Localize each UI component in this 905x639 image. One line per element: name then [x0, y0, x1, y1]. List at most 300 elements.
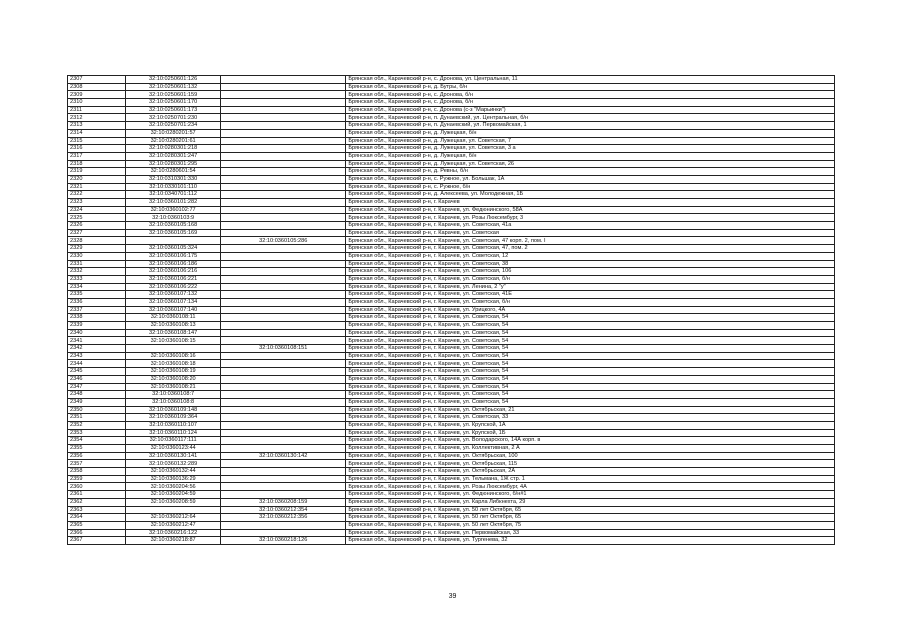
row-number-cell: 2361	[68, 491, 126, 499]
cadastral-number-cell: 32:10:0280301:247	[126, 152, 221, 160]
row-number-cell: 2320	[68, 175, 126, 183]
related-cadastral-number-cell	[221, 421, 346, 429]
row-number-cell: 2364	[68, 514, 126, 522]
table-row	[68, 191, 835, 199]
table-row	[68, 129, 835, 137]
address-cell: Брянская обл., Карачевский р-н, г. Карачев, ул. Советская, 12	[346, 252, 835, 260]
table-row	[68, 398, 835, 406]
row-number-cell: 2312	[68, 114, 126, 122]
row-number-cell: 2353	[68, 429, 126, 437]
row-number-cell: 2316	[68, 145, 126, 153]
related-cadastral-number-cell	[221, 183, 346, 191]
row-number-cell: 2354	[68, 437, 126, 445]
related-cadastral-number-cell	[221, 398, 346, 406]
table-row	[68, 160, 835, 168]
row-number-cell: 2351	[68, 414, 126, 422]
address-cell: Брянская обл., Карачевский р-н, г. Карачев	[346, 199, 835, 207]
table-row	[68, 322, 835, 330]
row-number-cell: 2360	[68, 483, 126, 491]
related-cadastral-number-cell	[221, 337, 346, 345]
cadastral-number-cell: 32:10:0360107:140	[126, 306, 221, 314]
related-cadastral-number-cell	[221, 283, 346, 291]
address-cell: Брянская обл., Карачевский р-н, г. Карачев, ул. 50 лет Октября, 65	[346, 514, 835, 522]
address-cell: Брянская обл., Карачевский р-н, г. Карачев, ул. Октябрьская, 115	[346, 460, 835, 468]
cadastral-number-cell	[126, 506, 221, 514]
address-cell: Брянская обл., Карачевский р-н, г. Карачев, ул. Первомайская, 33	[346, 529, 835, 537]
cadastral-number-cell: 32:10:0360107:132	[126, 291, 221, 299]
address-cell: Брянская обл., Карачевский р-н, г. Карачев, ул. Советская	[346, 229, 835, 237]
address-cell: Брянская обл., Карачевский р-н, г. Карачев, ул. Советская, 106	[346, 268, 835, 276]
cadastral-number-cell: 32:10:0280601:54	[126, 168, 221, 176]
table-row	[68, 222, 835, 230]
table-row	[68, 383, 835, 391]
row-number-cell: 2343	[68, 352, 126, 360]
cadastral-number-cell: 32:10:0360132:289	[126, 460, 221, 468]
cadastral-number-cell: 32:10:0360107:134	[126, 298, 221, 306]
table-row	[68, 106, 835, 114]
table-row	[68, 475, 835, 483]
related-cadastral-number-cell	[221, 145, 346, 153]
related-cadastral-number-cell	[221, 99, 346, 107]
table-row	[68, 360, 835, 368]
row-number-cell: 2308	[68, 83, 126, 91]
related-cadastral-number-cell	[221, 329, 346, 337]
cadastral-number-cell: 32:10:0280201:61	[126, 137, 221, 145]
table-row	[68, 406, 835, 414]
cadastral-number-cell: 32:10:0360108:20	[126, 375, 221, 383]
table-row	[68, 514, 835, 522]
row-number-cell: 2313	[68, 122, 126, 130]
table-row	[68, 199, 835, 207]
address-cell: Брянская обл., Карачевский р-н, д. Лужецкая, б/н	[346, 152, 835, 160]
table-row	[68, 99, 835, 107]
table-row	[68, 76, 835, 84]
table-row	[68, 429, 835, 437]
cadastral-number-cell: 32:10:0360110:124	[126, 429, 221, 437]
cadastral-number-cell: 32:10:0250601:159	[126, 91, 221, 99]
related-cadastral-number-cell	[221, 137, 346, 145]
table-row	[68, 483, 835, 491]
address-cell: Брянская обл., Карачевский р-н, г. Карачев, ул. Октябрьская, 100	[346, 452, 835, 460]
table-row	[68, 268, 835, 276]
cadastral-number-cell: 32:10:0360216:122	[126, 529, 221, 537]
table-row	[68, 452, 835, 460]
related-cadastral-number-cell	[221, 529, 346, 537]
cadastral-number-cell: 32:10:0360108:8	[126, 398, 221, 406]
cadastral-number-cell: 32:10:0360110:107	[126, 421, 221, 429]
row-number-cell: 2345	[68, 368, 126, 376]
cadastral-number-cell: 32:10:0360101:282	[126, 199, 221, 207]
related-cadastral-number-cell	[221, 168, 346, 176]
row-number-cell: 2315	[68, 137, 126, 145]
address-cell: Брянская обл., Карачевский р-н, г. Карачев, ул. Октябрьская, 2А	[346, 468, 835, 476]
cadastral-number-cell: 32:10:0340701:112	[126, 191, 221, 199]
address-cell: Брянская обл., Карачевский р-н, г. Карачев, ул. Федюнинского, 58А	[346, 206, 835, 214]
cadastral-number-cell: 32:10:0360108:15	[126, 337, 221, 345]
cadastral-number-cell: 32:10:0360108:21	[126, 383, 221, 391]
table-row	[68, 206, 835, 214]
related-cadastral-number-cell: 32:10:0360130:142	[221, 452, 346, 460]
address-cell: Брянская обл., Карачевский р-н, г. Карачев, ул. Крупской, 1Б	[346, 429, 835, 437]
row-number-cell: 2357	[68, 460, 126, 468]
cadastral-number-cell: 32:10:0360105:169	[126, 229, 221, 237]
cadastral-number-cell: 32:10:0280301:218	[126, 145, 221, 153]
table-row	[68, 152, 835, 160]
table-row	[68, 245, 835, 253]
cadastral-number-cell: 32:10:0360105:168	[126, 222, 221, 230]
cadastral-number-cell	[126, 237, 221, 245]
cadastral-number-cell: 32:10:0280301:295	[126, 160, 221, 168]
address-cell: Брянская обл., Карачевский р-н, д. Лужецкая, б/н	[346, 129, 835, 137]
related-cadastral-number-cell	[221, 468, 346, 476]
related-cadastral-number-cell	[221, 76, 346, 84]
cadastral-number-cell: 32:10:0360108:19	[126, 368, 221, 376]
address-cell: Брянская обл., Карачевский р-н, г. Карачев, ул. Карла Либкнехта, 29	[346, 498, 835, 506]
related-cadastral-number-cell	[221, 352, 346, 360]
related-cadastral-number-cell	[221, 152, 346, 160]
address-cell: Брянская обл., Карачевский р-н, г. Карачев, ул. Советская, 54	[346, 391, 835, 399]
cadastral-number-cell: 32:10:0250701:234	[126, 122, 221, 130]
related-cadastral-number-cell	[221, 475, 346, 483]
row-number-cell: 2326	[68, 222, 126, 230]
address-cell: Брянская обл., Карачевский р-н, с. Дронова, б/н	[346, 91, 835, 99]
address-cell: Брянская обл., Карачевский р-н, г. Карачев, ул. Советская, 54	[346, 314, 835, 322]
cadastral-number-cell: 32:10:0360218:87	[126, 537, 221, 545]
address-cell: Брянская обл., Карачевский р-н, г. Карачев, ул. Советская, 54	[346, 360, 835, 368]
row-number-cell: 2352	[68, 421, 126, 429]
related-cadastral-number-cell	[221, 199, 346, 207]
related-cadastral-number-cell	[221, 375, 346, 383]
related-cadastral-number-cell	[221, 206, 346, 214]
table-row	[68, 283, 835, 291]
related-cadastral-number-cell	[221, 91, 346, 99]
row-number-cell: 2347	[68, 383, 126, 391]
related-cadastral-number-cell	[221, 483, 346, 491]
address-cell: Брянская обл., Карачевский р-н, д. Ревны, б/н	[346, 168, 835, 176]
cadastral-number-cell: 32:10:0360109:148	[126, 406, 221, 414]
row-number-cell: 2356	[68, 452, 126, 460]
row-number-cell: 2365	[68, 521, 126, 529]
address-cell: Брянская обл., Карачевский р-н, г. Карачев, ул. Советская, 54	[346, 337, 835, 345]
row-number-cell: 2362	[68, 498, 126, 506]
cadastral-number-cell: 32:10:0360132:44	[126, 468, 221, 476]
cadastral-number-cell: 32:10:0250601:132	[126, 83, 221, 91]
row-number-cell: 2319	[68, 168, 126, 176]
related-cadastral-number-cell	[221, 521, 346, 529]
address-cell: Брянская обл., Карачевский р-н, г. Карачев, ул. Ленина, 2 "у"	[346, 283, 835, 291]
table-row	[68, 414, 835, 422]
cadastral-number-cell: 32:10:0360208:59	[126, 498, 221, 506]
cadastral-number-cell: 32:10:0250601:170	[126, 99, 221, 107]
row-number-cell: 2318	[68, 160, 126, 168]
related-cadastral-number-cell	[221, 291, 346, 299]
address-cell: Брянская обл., Карачевский р-н, г. Карачев, ул. Советская, 33	[346, 414, 835, 422]
table-row	[68, 229, 835, 237]
cadastral-number-cell	[126, 345, 221, 353]
cadastral-number-cell: 32:10:0360123:44	[126, 445, 221, 453]
address-cell: Брянская обл., Карачевский р-н, д. Бутры, б/н	[346, 83, 835, 91]
table-row	[68, 114, 835, 122]
cadastral-number-cell: 32:10:0280201:57	[126, 129, 221, 137]
cadastral-number-cell: 32:10:0360105:324	[126, 245, 221, 253]
related-cadastral-number-cell	[221, 437, 346, 445]
table-row	[68, 352, 835, 360]
registry-table-body	[68, 76, 835, 545]
address-cell: Брянская обл., Карачевский р-н, п. Дунаевский, ул. Центральная, б/н	[346, 114, 835, 122]
table-row	[68, 391, 835, 399]
row-number-cell: 2363	[68, 506, 126, 514]
address-cell: Брянская обл., Карачевский р-н, д. Лужецкая, ул. Советская, 26	[346, 160, 835, 168]
related-cadastral-number-cell	[221, 429, 346, 437]
related-cadastral-number-cell: 32:10:0360108:151	[221, 345, 346, 353]
cadastral-number-cell: 32:10:0360108:11	[126, 314, 221, 322]
address-cell: Брянская обл., Карачевский р-н, г. Карачев, ул. Урицкого, 4А	[346, 306, 835, 314]
row-number-cell: 2333	[68, 275, 126, 283]
cadastral-number-cell: 32:10:0250601:126	[126, 76, 221, 84]
row-number-cell: 2367	[68, 537, 126, 545]
address-cell: Брянская обл., Карачевский р-н, г. Карачев, ул. Советская, 47, пом. 2	[346, 245, 835, 253]
row-number-cell: 2323	[68, 199, 126, 207]
table-row	[68, 214, 835, 222]
cadastral-number-cell: 32:10:0360102:77	[126, 206, 221, 214]
cadastral-number-cell: 32:10:0360103:9	[126, 214, 221, 222]
table-row	[68, 421, 835, 429]
table-row	[68, 306, 835, 314]
related-cadastral-number-cell	[221, 160, 346, 168]
cadastral-number-cell: 32:10:0360130:141	[126, 452, 221, 460]
related-cadastral-number-cell	[221, 298, 346, 306]
row-number-cell: 2310	[68, 99, 126, 107]
table-row	[68, 437, 835, 445]
row-number-cell: 2366	[68, 529, 126, 537]
address-cell: Брянская обл., Карачевский р-н, д. Лужецкая, ул. Советская, 7	[346, 137, 835, 145]
related-cadastral-number-cell	[221, 229, 346, 237]
related-cadastral-number-cell	[221, 460, 346, 468]
cadastral-number-cell: 32:10:0360204:59	[126, 491, 221, 499]
address-cell: Брянская обл., Карачевский р-н, п. Дунаевский, ул. Первомайская, 1	[346, 122, 835, 130]
address-cell: Брянская обл., Карачевский р-н, г. Карачев, ул. Тургенева, 32	[346, 537, 835, 545]
table-row	[68, 252, 835, 260]
related-cadastral-number-cell	[221, 322, 346, 330]
row-number-cell: 2335	[68, 291, 126, 299]
related-cadastral-number-cell	[221, 414, 346, 422]
cadastral-number-cell: 32:10:0360106:221	[126, 275, 221, 283]
related-cadastral-number-cell	[221, 268, 346, 276]
table-row	[68, 314, 835, 322]
related-cadastral-number-cell: 32:10:0360212:356	[221, 514, 346, 522]
related-cadastral-number-cell: 32:10:0360105:286	[221, 237, 346, 245]
row-number-cell: 2309	[68, 91, 126, 99]
row-number-cell: 2341	[68, 337, 126, 345]
address-cell: Брянская обл., Карачевский р-н, г. Карачев, ул. Советская, 54	[346, 368, 835, 376]
related-cadastral-number-cell	[221, 191, 346, 199]
table-row	[68, 122, 835, 130]
row-number-cell: 2355	[68, 445, 126, 453]
cadastral-number-cell: 32:10:0250601:173	[126, 106, 221, 114]
cadastral-number-cell: 32:10:0360106:175	[126, 252, 221, 260]
table-row	[68, 137, 835, 145]
address-cell: Брянская обл., Карачевский р-н, г. Карачев, ул. Коллективная, 2 А	[346, 445, 835, 453]
table-row	[68, 345, 835, 353]
table-row	[68, 145, 835, 153]
row-number-cell: 2340	[68, 329, 126, 337]
row-number-cell: 2359	[68, 475, 126, 483]
table-row	[68, 275, 835, 283]
address-cell: Брянская обл., Карачевский р-н, г. Карачев, ул. Советская, 54	[346, 375, 835, 383]
address-cell: Брянская обл., Карачевский р-н, г. Карачев, ул. Советская, 54	[346, 345, 835, 353]
address-cell: Брянская обл., Карачевский р-н, с. Дронова, ул. Центральная, 11	[346, 76, 835, 84]
related-cadastral-number-cell	[221, 260, 346, 268]
address-cell: Брянская обл., Карачевский р-н, с. Дронова, б/н	[346, 99, 835, 107]
related-cadastral-number-cell	[221, 122, 346, 130]
address-cell: Брянская обл., Карачевский р-н, г. Карачев, ул. Советская, 54	[346, 329, 835, 337]
cadastral-number-cell: 32:10:0360117:111	[126, 437, 221, 445]
row-number-cell: 2311	[68, 106, 126, 114]
cadastral-number-cell: 32:10:0360108:18	[126, 360, 221, 368]
table-row	[68, 260, 835, 268]
address-cell: Брянская обл., Карачевский р-н, г. Карачев, ул. Октябрьская, 21	[346, 406, 835, 414]
address-cell: Брянская обл., Карачевский р-н, г. Карачев, ул. Володарского, 14А корп. в	[346, 437, 835, 445]
table-row	[68, 537, 835, 545]
table-row	[68, 498, 835, 506]
related-cadastral-number-cell	[221, 383, 346, 391]
table-row	[68, 491, 835, 499]
address-cell: Брянская обл., Карачевский р-н, г. Карачев, ул. Крупской, 1А	[346, 421, 835, 429]
table-row	[68, 183, 835, 191]
related-cadastral-number-cell	[221, 175, 346, 183]
cadastral-number-cell: 32:10:0360108:16	[126, 352, 221, 360]
related-cadastral-number-cell: 32:10:0360212:354	[221, 506, 346, 514]
address-cell: Брянская обл., Карачевский р-н, г. Карачев, ул. Советская, 54	[346, 383, 835, 391]
row-number-cell: 2350	[68, 406, 126, 414]
related-cadastral-number-cell	[221, 214, 346, 222]
table-row	[68, 460, 835, 468]
related-cadastral-number-cell	[221, 491, 346, 499]
address-cell: Брянская обл., Карачевский р-н, с. Дронова (с-з "Марьинки")	[346, 106, 835, 114]
table-row	[68, 168, 835, 176]
related-cadastral-number-cell	[221, 245, 346, 253]
related-cadastral-number-cell: 32:10:0360218:126	[221, 537, 346, 545]
related-cadastral-number-cell	[221, 406, 346, 414]
row-number-cell: 2358	[68, 468, 126, 476]
table-row	[68, 445, 835, 453]
row-number-cell: 2342	[68, 345, 126, 353]
table-row	[68, 91, 835, 99]
row-number-cell: 2322	[68, 191, 126, 199]
address-cell: Брянская обл., Карачевский р-н, г. Карачев, ул. Розы Люксембург, 3	[346, 214, 835, 222]
address-cell: Брянская обл., Карачевский р-н, г. Карачев, ул. Советская, б/н	[346, 298, 835, 306]
related-cadastral-number-cell	[221, 391, 346, 399]
row-number-cell: 2324	[68, 206, 126, 214]
row-number-cell: 2339	[68, 322, 126, 330]
address-cell: Брянская обл., Карачевский р-н, с. Ружное, ул. Большак, 1А	[346, 175, 835, 183]
table-row	[68, 375, 835, 383]
row-number-cell: 2338	[68, 314, 126, 322]
related-cadastral-number-cell	[221, 222, 346, 230]
address-cell: Брянская обл., Карачевский р-н, г. Карачев, ул. Тельмана, 1Ж стр. 1	[346, 475, 835, 483]
row-number-cell: 2331	[68, 260, 126, 268]
row-number-cell: 2329	[68, 245, 126, 253]
related-cadastral-number-cell	[221, 360, 346, 368]
related-cadastral-number-cell	[221, 314, 346, 322]
address-cell: Брянская обл., Карачевский р-н, д. Лужецкая, ул. Советская, 3 а	[346, 145, 835, 153]
row-number-cell: 2348	[68, 391, 126, 399]
related-cadastral-number-cell	[221, 275, 346, 283]
row-number-cell: 2321	[68, 183, 126, 191]
table-row	[68, 506, 835, 514]
address-cell: Брянская обл., Карачевский р-н, г. Карачев, ул. 50 лет Октября, 75	[346, 521, 835, 529]
address-cell: Брянская обл., Карачевский р-н, г. Карачев, ул. Советская, 54	[346, 322, 835, 330]
address-cell: Брянская обл., Карачевский р-н, г. Карачев, ул. Советская, 54	[346, 352, 835, 360]
cadastral-number-cell: 32:10:0310301:330	[126, 175, 221, 183]
row-number-cell: 2325	[68, 214, 126, 222]
cadastral-number-cell: 32:10:0360136:29	[126, 475, 221, 483]
related-cadastral-number-cell	[221, 83, 346, 91]
row-number-cell: 2349	[68, 398, 126, 406]
cadastral-number-cell: 32:10:0360108:147	[126, 329, 221, 337]
cadastral-number-cell: 32:10:0360106:222	[126, 283, 221, 291]
address-cell: Брянская обл., Карачевский р-н, с. Ружное, б/н	[346, 183, 835, 191]
row-number-cell: 2330	[68, 252, 126, 260]
cadastral-number-cell: 32:10:0360108:13	[126, 322, 221, 330]
related-cadastral-number-cell	[221, 445, 346, 453]
address-cell: Брянская обл., Карачевский р-н, г. Карачев, ул. Советская, б/н	[346, 275, 835, 283]
row-number-cell: 2327	[68, 229, 126, 237]
address-cell: Брянская обл., Карачевский р-н, г. Карачев, ул. 50 лет Октября, 65	[346, 506, 835, 514]
row-number-cell: 2334	[68, 283, 126, 291]
row-number-cell: 2346	[68, 375, 126, 383]
related-cadastral-number-cell: 32:10:0360208:159	[221, 498, 346, 506]
address-cell: Брянская обл., Карачевский р-н, г. Карачев, ул. Советская, 54	[346, 398, 835, 406]
table-row	[68, 337, 835, 345]
row-number-cell: 2328	[68, 237, 126, 245]
related-cadastral-number-cell	[221, 252, 346, 260]
cadastral-number-cell: 32:10:0360106:216	[126, 268, 221, 276]
related-cadastral-number-cell	[221, 106, 346, 114]
address-cell: Брянская обл., Карачевский р-н, г. Карачев, ул. Советская, 41Е	[346, 291, 835, 299]
related-cadastral-number-cell	[221, 306, 346, 314]
cadastral-number-cell: 32:10:0360109:364	[126, 414, 221, 422]
related-cadastral-number-cell	[221, 129, 346, 137]
cadastral-number-cell: 32:10:0360204:56	[126, 483, 221, 491]
table-row	[68, 521, 835, 529]
row-number-cell: 2314	[68, 129, 126, 137]
address-cell: Брянская обл., Карачевский р-н, г. Карачев, ул. Советская, 47 корп. 2, пом. I	[346, 237, 835, 245]
address-cell: Брянская обл., Карачевский р-н, г. Карачев, ул. Советская, 41а	[346, 222, 835, 230]
table-row	[68, 529, 835, 537]
table-row	[68, 237, 835, 245]
row-number-cell: 2336	[68, 298, 126, 306]
address-cell: Брянская обл., Карачевский р-н, г. Карачев, ул. Федюнинского, б/н#1	[346, 491, 835, 499]
cadastral-number-cell: 32:10:0360212:64	[126, 514, 221, 522]
table-row	[68, 175, 835, 183]
address-cell: Брянская обл., Карачевский р-н, д. Алексеева, ул. Молодежная, 1Б	[346, 191, 835, 199]
address-cell: Брянская обл., Карачевский р-н, г. Карачев, ул. Розы Люксембург, 4А	[346, 483, 835, 491]
table-row	[68, 83, 835, 91]
row-number-cell: 2337	[68, 306, 126, 314]
cadastral-number-cell: 32:10:0360106:186	[126, 260, 221, 268]
row-number-cell: 2307	[68, 76, 126, 84]
row-number-cell: 2344	[68, 360, 126, 368]
related-cadastral-number-cell	[221, 114, 346, 122]
registry-table	[67, 75, 835, 545]
table-row	[68, 468, 835, 476]
page-number: 39	[448, 593, 457, 600]
table-row	[68, 291, 835, 299]
row-number-cell: 2332	[68, 268, 126, 276]
cadastral-number-cell: 32:10:0250701:230	[126, 114, 221, 122]
related-cadastral-number-cell	[221, 368, 346, 376]
